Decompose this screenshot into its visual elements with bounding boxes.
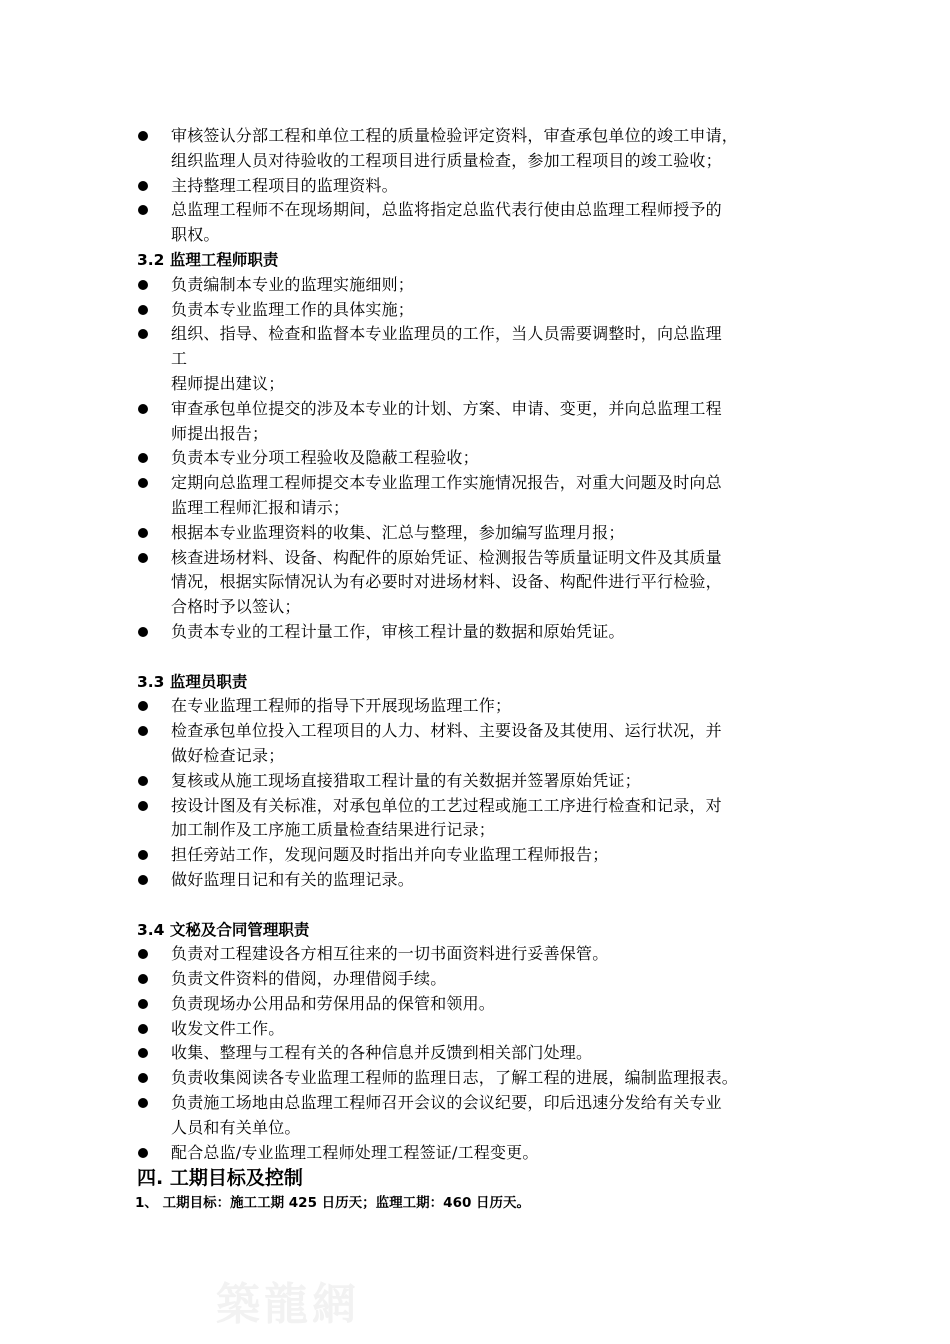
bullet-item: [137, 1041, 837, 1066]
bullet-item: [137, 471, 837, 521]
bullet-item: [137, 992, 837, 1017]
bullet-item: [137, 198, 837, 248]
bullet-item-text: 负责编制本专业的监理实施细则；: [171, 274, 415, 294]
bullet-dot-icon: [138, 949, 148, 959]
bullet-item-text: 负责文件资料的借阅，办理借阅手续。: [171, 969, 447, 989]
bullet-item: [137, 298, 837, 323]
bullet-item: [137, 124, 837, 174]
bullet-dot-icon: [138, 329, 148, 339]
bullet-item-text: 按设计图及有关标准，对承包单位的工艺过程或施工工序进行检查和记录，对 加工制作及工序施工质量检查结果进行记录；: [171, 795, 722, 840]
bullet-dot-icon: [138, 205, 148, 215]
bullet-dot-icon: [138, 875, 148, 885]
bullet-item: [137, 942, 837, 967]
bullet-item-text: 收发文件工作。: [171, 1018, 285, 1038]
bullet-item: [137, 1066, 837, 1091]
bullet-list-3-1-continued: [137, 124, 837, 248]
bullet-item-text: 组织、指导、检查和监督本专业监理员的工作，当人员需要调整时，向总监理 工 程师提出建议；: [171, 324, 722, 393]
bullet-item: [137, 868, 837, 893]
bullet-dot-icon: [138, 850, 148, 860]
bullet-item-text: 负责施工场地由总监理工程师召开会议的会议纪要，印后迅速分发给有关专业 人员和有关单位。: [171, 1093, 722, 1137]
bullet-dot-icon: [138, 453, 148, 463]
bullet-list-3-3: [137, 694, 837, 892]
bullet-dot-icon: [138, 1073, 148, 1083]
bullet-item-text: 负责本专业分项工程验收及隐蔽工程验收；: [171, 448, 479, 468]
bullet-dot-icon: [138, 776, 148, 786]
bullet-item: [137, 1141, 837, 1166]
bullet-item: [137, 794, 837, 844]
spacer: [137, 893, 837, 918]
bullet-dot-icon: [138, 1048, 148, 1058]
bullet-item: [137, 521, 837, 546]
section-heading-3-3: 3.3 监理员职责: [137, 672, 248, 691]
bullet-item-text: 负责对工程建设各方相互往来的一切书面资料进行妥善保管。: [171, 944, 609, 964]
bullet-item-text: 主持整理工程项目的监理资料。: [171, 175, 398, 195]
section-heading-3-2: 3.2 监理工程师职责: [137, 250, 279, 269]
bullet-item-text: 做好监理日记和有关的监理记录。: [171, 869, 415, 889]
bullet-dot-icon: [138, 1098, 148, 1108]
bullet-item: [137, 1091, 837, 1141]
bullet-item: [137, 322, 837, 396]
bullet-list-3-2: [137, 273, 837, 645]
bullet-dot-icon: [138, 1024, 148, 1034]
schedule-target-line: 1、 工期目标：施工工期 425 日历天；监理工期：460 日历天。: [135, 1195, 531, 1212]
bullet-item-text: 审核签认分部工程和单位工程的质量检验评定资料，审查承包单位的竣工申请， 组织监理人员对待验收的工程项目进行质量检查，参加工程项目的竣工验收；: [171, 126, 739, 170]
bullet-dot-icon: [138, 701, 148, 711]
bullet-item: [137, 719, 837, 769]
bullet-item-text: 负责本专业的工程计量工作，审核工程计量的数据和原始凭证。: [171, 621, 625, 641]
bullet-dot-icon: [138, 528, 148, 538]
bullet-item-text: 负责收集阅读各专业监理工程师的监理日志，了解工程的进展，编制监理报表。: [171, 1068, 739, 1088]
bullet-item-text: 复核或从施工现场直接猎取工程计量的有关数据并签署原始凭证；: [171, 770, 641, 790]
bullet-item: [137, 546, 837, 620]
bullet-dot-icon: [138, 305, 148, 315]
bullet-dot-icon: [138, 131, 148, 141]
bullet-dot-icon: [138, 1148, 148, 1158]
watermark-logo: 築龍網: [216, 1279, 360, 1330]
bullet-dot-icon: [138, 404, 148, 414]
bullet-item: [137, 1017, 837, 1042]
bullet-item-text: 负责本专业监理工作的具体实施；: [171, 299, 415, 319]
bullet-item: [137, 397, 837, 447]
bullet-dot-icon: [138, 801, 148, 811]
bullet-item-text: 在专业监理工程师的指导下开展现场监理工作；: [171, 696, 512, 716]
bullet-item-text: 审查承包单位提交的涉及本专业的计划、方案、申请、变更，并向总监理工程 师提出报告；: [171, 398, 722, 443]
bullet-item: [137, 843, 837, 868]
bullet-dot-icon: [138, 181, 148, 191]
bullet-item-text: 检查承包单位投入工程项目的人力、材料、主要设备及其使用、运行状况，并 做好检查记录；: [171, 721, 722, 765]
bullet-dot-icon: [138, 726, 148, 736]
bullet-item: [137, 620, 837, 645]
bullet-dot-icon: [138, 999, 148, 1009]
bullet-item-text: 根据本专业监理资料的收集、汇总与整理，参加编写监理月报；: [171, 522, 625, 542]
bullet-item-text: 核查进场材料、设备、构配件的原始凭证、检测报告等质量证明文件及其质量 情况，根据实际情况认为有必要时对进场材料、设备、构配件进行平行检验， 合格时予以签认；: [171, 547, 722, 617]
bullet-item-text: 总监理工程师不在现场期间，总监将指定总监代表行使由总监理工程师授予的 职权。: [171, 200, 722, 245]
spacer: [137, 645, 837, 670]
bullet-item-text: 定期向总监理工程师提交本专业监理工作实施情况报告，对重大问题及时向总 监理工程师汇报和请示；: [171, 473, 722, 517]
bullet-dot-icon: [138, 478, 148, 488]
section-heading-3-4: 3.4 文秘及合同管理职责: [137, 920, 310, 939]
bullet-item-text: 负责现场办公用品和劳保用品的保管和领用。: [171, 993, 496, 1013]
bullet-dot-icon: [138, 627, 148, 637]
bullet-item: [137, 769, 837, 794]
bullet-dot-icon: [138, 974, 148, 984]
bullet-item: [137, 967, 837, 992]
chapter-heading-4: 四. 工期目标及控制: [137, 1167, 303, 1190]
bullet-dot-icon: [138, 280, 148, 290]
bullet-item-text: 担任旁站工作，发现问题及时指出并向专业监理工程师报告；: [171, 845, 609, 865]
bullet-item: [137, 273, 837, 298]
bullet-item-text: 配合总监/专业监理工程师处理工程签证/工程变更。: [171, 1142, 539, 1162]
bullet-item: [137, 446, 837, 471]
bullet-item: [137, 694, 837, 719]
bullet-item: [137, 174, 837, 199]
bullet-dot-icon: [138, 553, 148, 563]
bullet-item-text: 收集、整理与工程有关的各种信息并反馈到相关部门处理。: [171, 1043, 593, 1063]
document-body: [137, 124, 837, 1215]
bullet-list-3-4: [137, 942, 837, 1165]
